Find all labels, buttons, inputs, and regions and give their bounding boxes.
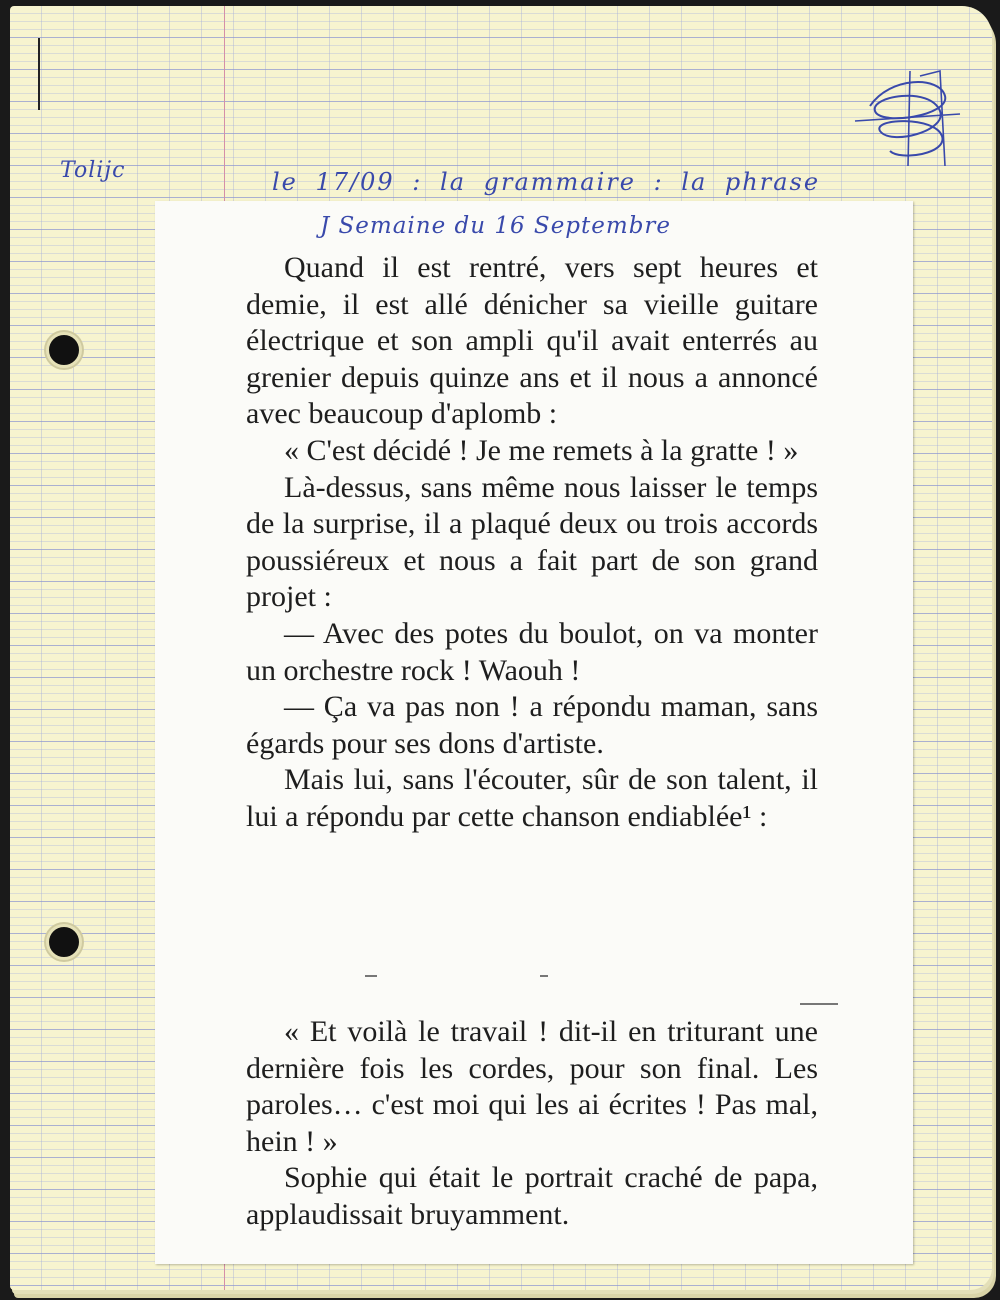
lesson-date-title: le 17/09 : la grammaire : la phrase bbox=[272, 168, 821, 196]
dialogue-line: — Avec des potes du boulot, on va monter un orchestre rock ! Waouh ! bbox=[246, 616, 818, 687]
paragraph: Sophie qui était le portrait craché de papa, applaudissait bruyamment. bbox=[246, 1161, 818, 1231]
paragraph: « C'est décidé ! Je me remets à la gratte ! » bbox=[284, 433, 799, 467]
week-note: J Semaine du 16 Septembre bbox=[320, 213, 672, 239]
student-name: Tolijc bbox=[60, 158, 126, 183]
paragraph: Là-dessus, sans même nous laisser le temps de la surprise, il a plaqué deux ou trois accords poussiéreux et nous a fait part de son grand projet : bbox=[246, 470, 818, 614]
cut-mark bbox=[540, 975, 548, 977]
paragraph: Quand il est rentré, vers sept heures et demie, il est allé dénicher sa vieille guitare électrique et son ampli qu'il avait enterrés au grenier depuis quinze ans et il nous a annoncé avec beaucoup d'aplomb : bbox=[246, 251, 818, 431]
story-text-part-2 bbox=[246, 1014, 818, 1234]
paragraph: Mais lui, sans l'écouter, sûr de son talent, il lui a répondu par cette chanson endiablée¹ : bbox=[246, 763, 818, 833]
punch-hole-top bbox=[46, 332, 82, 368]
punch-hole-bottom bbox=[46, 924, 82, 960]
dialogue-line: — Ça va pas non ! a répondu maman, sans égards pour ses dons d'artiste. bbox=[246, 690, 818, 760]
cut-mark bbox=[365, 975, 377, 977]
cut-mark bbox=[800, 1003, 838, 1005]
story-text-part-1 bbox=[246, 250, 818, 836]
scribble-signature-icon bbox=[850, 66, 970, 176]
edge-mark bbox=[38, 38, 40, 110]
paragraph: « Et voilà le travail ! dit-il en triturant une dernière fois les cordes, pour son final. Les paroles… c'est moi qui les ai écrites ! Pas mal, hein ! » bbox=[246, 1015, 818, 1158]
